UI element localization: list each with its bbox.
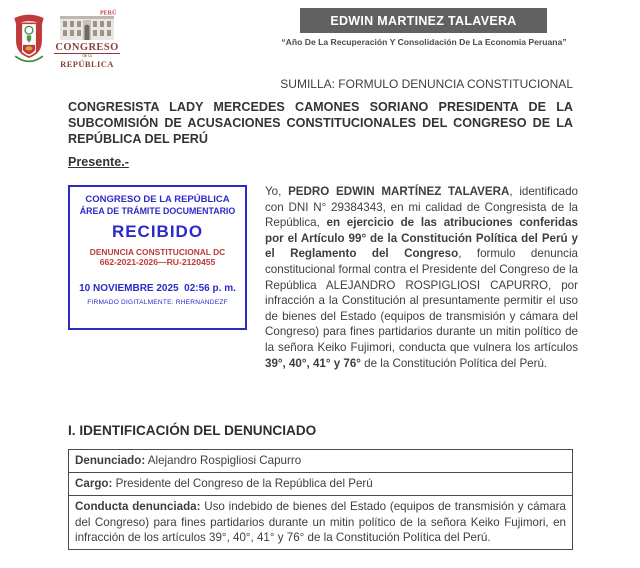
svg-text:PERÚ: PERÚ <box>100 10 117 17</box>
complaint-body-paragraph: Yo, PEDRO EDWIN MARTÍNEZ TALAVERA, identificado con DNI N° 29384343, en mi calidad de Congresista de la República, en ejercicio de las atribuciones conferidas por el Artículo 99° de la Constitución Política del Perú y el Reglamento del Congreso, formulo denuncia constitucional formal contra el Presidente del Congreso de la República ALEJANDRO ROSPIGLIOSI CAPURRO, por infracción a la Constitución al presuntamente permitir el uso de bienes del Estado (equipos de transmisión y cámara del Congreso) para fines partidarios durante un mitin político de la señora Keiko Fujimori, conducta que vulnera los artículos 39°, 40°, 41° y 76° de la Constitución Política del Perú. <box>265 185 578 370</box>
logo-text-republica: REPÚBLICA <box>60 59 114 69</box>
cargo-cell: Cargo: Presidente del Congreso de la República del Perú <box>69 473 573 496</box>
stamp-office: ÁREA DE TRÁMITE DOCUMENTARIO <box>79 205 236 216</box>
stamp-date: 10 NOVIEMBRE 2025 02:56 p. m. <box>79 282 236 294</box>
reception-stamp <box>68 185 247 330</box>
congress-logo-block <box>10 8 120 69</box>
logo-text-congreso: CONGRESO <box>55 42 119 53</box>
congress-building-icon <box>56 8 118 42</box>
denounced-identification-table <box>68 449 573 550</box>
denunciado-cell: Denunciado: Alejandro Rospigliosi Capurro <box>69 450 573 473</box>
conducta-denunciada-cell: Conducta denunciada: Uso indebido de bienes del Estado (equipos de transmisión y cámara del Congreso) para fines partidarios durante un mitin político de la señora Keiko Fujimori, en infracción de los artículos 39°, 40°, 41° y 76° de la Constitución Política del Perú. <box>69 496 573 550</box>
official-year-quote: “Año De La Recuperación Y Consolidación De La Economia Peruana” <box>281 37 567 47</box>
stamp-institution: CONGRESO DE LA REPÚBLICA <box>85 194 230 205</box>
logo-text-de-la: de la <box>82 54 92 59</box>
table-row <box>69 473 573 496</box>
congressman-name-banner: EDWIN MARTINEZ TALAVERA <box>300 8 547 33</box>
stamp-doc-type: DENUNCIA CONSTITUCIONAL DC <box>89 246 226 257</box>
sumilla-line: SUMILLA: FORMULO DENUNCIA CONSTITUCIONAL <box>280 77 573 91</box>
stamp-received-label: RECIBIDO <box>111 221 204 241</box>
table-row <box>69 450 573 473</box>
peru-coat-of-arms-icon <box>10 8 48 68</box>
presente-line: Presente.- <box>68 155 129 169</box>
section-1-title: I. IDENTIFICACIÓN DEL DENUNCIADO <box>68 423 317 438</box>
table-row <box>69 496 573 550</box>
congress-building-logo <box>54 8 120 69</box>
stamp-digital-signature: FIRMADO DIGITALMENTE: RHERNANDEZF <box>87 298 228 306</box>
addressee-heading: CONGRESISTA LADY MERCEDES CAMONES SORIANO PRESIDENTA DE LA SUBCOMISIÓN DE ACUSACIONES CONSTITUCIONALES DEL CONGRESO DE LA REPÚBLICA DEL PERÚ <box>68 100 573 147</box>
stamp-doc-number: 662-2021-2026—RU-2120455 <box>99 257 216 267</box>
